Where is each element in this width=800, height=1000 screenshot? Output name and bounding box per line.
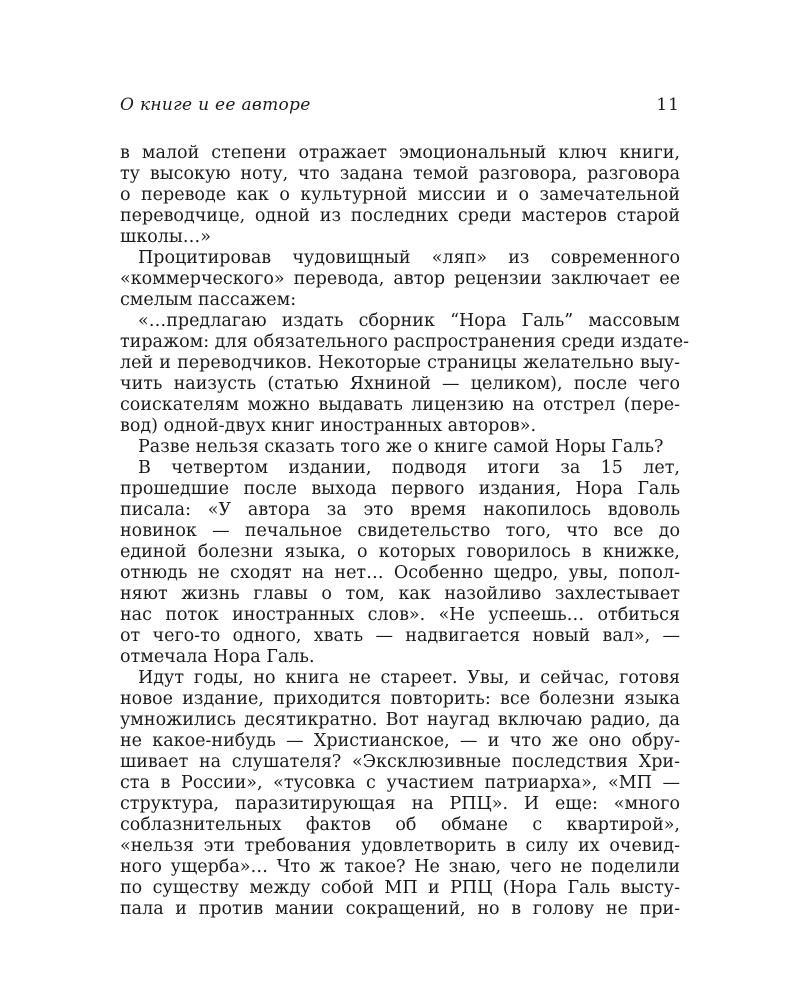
text-line: В четвертом издании, подводя итоги за 15 лет, xyxy=(138,458,680,478)
text-line: тиражом: для обязательного распространения среди издате- xyxy=(120,332,690,352)
body-text xyxy=(120,143,690,920)
text-line: ста в России», «тусовка с участием патриарха», «МП — xyxy=(120,773,680,793)
text-line: соблазнительных фактов об обмане с квартирой», xyxy=(120,815,680,835)
text-line: отмечала Нора Галь. xyxy=(120,647,315,667)
text-line: школы…» xyxy=(120,227,211,247)
text-line: единой болезни языка, о которых говорилось в книжке, xyxy=(120,542,680,562)
page-number: 11 xyxy=(656,95,680,115)
text-line: пала и против мании сокращений, но в голову не при- xyxy=(120,899,680,919)
text-line: новое издание, приходится повторить: все болезни языка xyxy=(120,689,680,709)
text-line: о переводе как о культурной миссии и о замечательной xyxy=(120,185,680,205)
text-line: няют жизнь главы о том, как назойливо захлестывает xyxy=(120,584,680,604)
text-line: нас поток иностранных слов». «Не успеешь… отбиться xyxy=(120,605,680,625)
text-line: не какое-нибудь — Христианское, — и что же оно обру- xyxy=(120,731,680,751)
text-line: Идут годы, но книга не стареет. Увы, и сейчас, готовя xyxy=(138,668,680,688)
text-line: новинок — печальное свидетельство того, что все до xyxy=(120,521,680,541)
text-line: вод) одной-двух книг иностранных авторов». xyxy=(120,416,537,436)
text-line: «нельзя эти требования удовлетворить в силу их очевид- xyxy=(120,836,680,856)
text-line: чить наизусть (статью Яхниной — целиком), после чего xyxy=(120,374,680,394)
text-line: смелым пассажем: xyxy=(120,290,297,310)
text-line: ту высокую ноту, что задана темой разговора, разговора xyxy=(120,164,680,184)
page-header xyxy=(120,95,680,117)
text-line: Процитировав чудовищный «ляп» из современного xyxy=(138,248,680,268)
running-title: О книге и ее авторе xyxy=(120,95,311,115)
text-line: писала: «У автора за это время накопилось вдоволь xyxy=(120,500,680,520)
text-line: ного ущерба»… Что ж такое? Не знаю, чего не поделили xyxy=(120,857,680,877)
text-line: лей и переводчиков. Некоторые страницы желательно выу- xyxy=(120,353,680,373)
text-line: шивает на слушателя? «Эксклюзивные последствия Хри- xyxy=(120,752,680,772)
text-line: по существу между собой МП и РПЦ (Нора Галь высту- xyxy=(120,878,680,898)
text-line: умножились десятикратно. Вот наугад включаю радио, да xyxy=(120,710,680,730)
text-line: «…предлагаю издать сборник “Нора Галь” массовым xyxy=(138,311,680,331)
text-line: от чего-то одного, хвать — надвигается новый вал», — xyxy=(120,626,680,646)
text-line: структура, паразитирующая на РПЦ». И еще: «много xyxy=(120,794,680,814)
text-line: Разве нельзя сказать того же о книге самой Норы Галь? xyxy=(138,437,664,457)
text-line: в малой степени отражает эмоциональный ключ книги, xyxy=(120,143,680,163)
text-line: соискателям можно выдавать лицензию на отстрел (пере- xyxy=(120,395,680,415)
text-line: «коммерческого» перевода, автор рецензии заключает ее xyxy=(120,269,680,289)
text-line: переводчице, одной из последних среди мастеров старой xyxy=(120,206,680,226)
text-line: прошедшие после выхода первого издания, Нора Галь xyxy=(120,479,680,499)
text-line: отнюдь не сходят на нет… Особенно щедро, увы, попол- xyxy=(120,563,680,583)
